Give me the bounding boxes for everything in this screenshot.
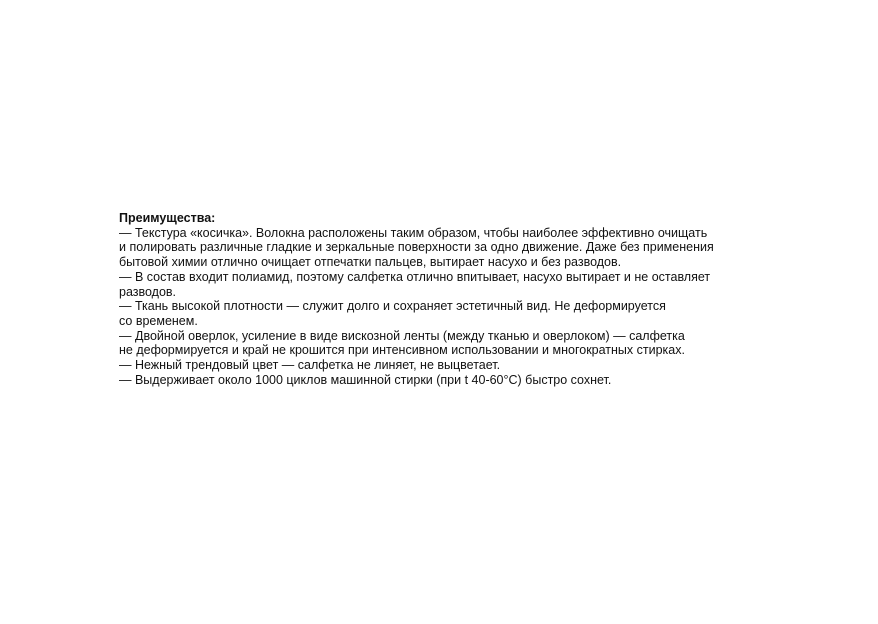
text-line: и полировать различные гладкие и зеркальные поверхности за одно движение. Даже без применения [119, 240, 714, 255]
text-line: не деформируется и край не крошится при интенсивном использовании и многократных стирках. [119, 343, 685, 358]
text-line: — Ткань высокой плотности — служит долго и сохраняет эстетичный вид. Не деформируется [119, 299, 666, 314]
text-line: разводов. [119, 284, 177, 299]
text-line: — Выдерживает около 1000 циклов машинной стирки (при t 40-60°C) быстро сохнет. [119, 372, 612, 387]
advantages-block [119, 211, 819, 387]
advantages-heading: Преимущества: [119, 211, 216, 225]
text-line: бытовой химии отлично очищает отпечатки пальцев, вытирает насухо и без разводов. [119, 255, 622, 270]
text-line: со временем. [119, 313, 198, 328]
text-line: — Нежный трендовый цвет — салфетка не линяет, не выцветает. [119, 358, 501, 373]
text-line: — Двойной оверлок, усиление в виде вискозной ленты (между тканью и оверлоком) — салфетка [119, 328, 685, 343]
text-line: — В состав входит полиамид, поэтому салфетка отлично впитывает, насухо вытирает и не оставляет [119, 269, 711, 284]
text-line: — Текстура «косичка». Волокна расположены таким образом, чтобы наиболее эффективно очищать [119, 225, 708, 240]
